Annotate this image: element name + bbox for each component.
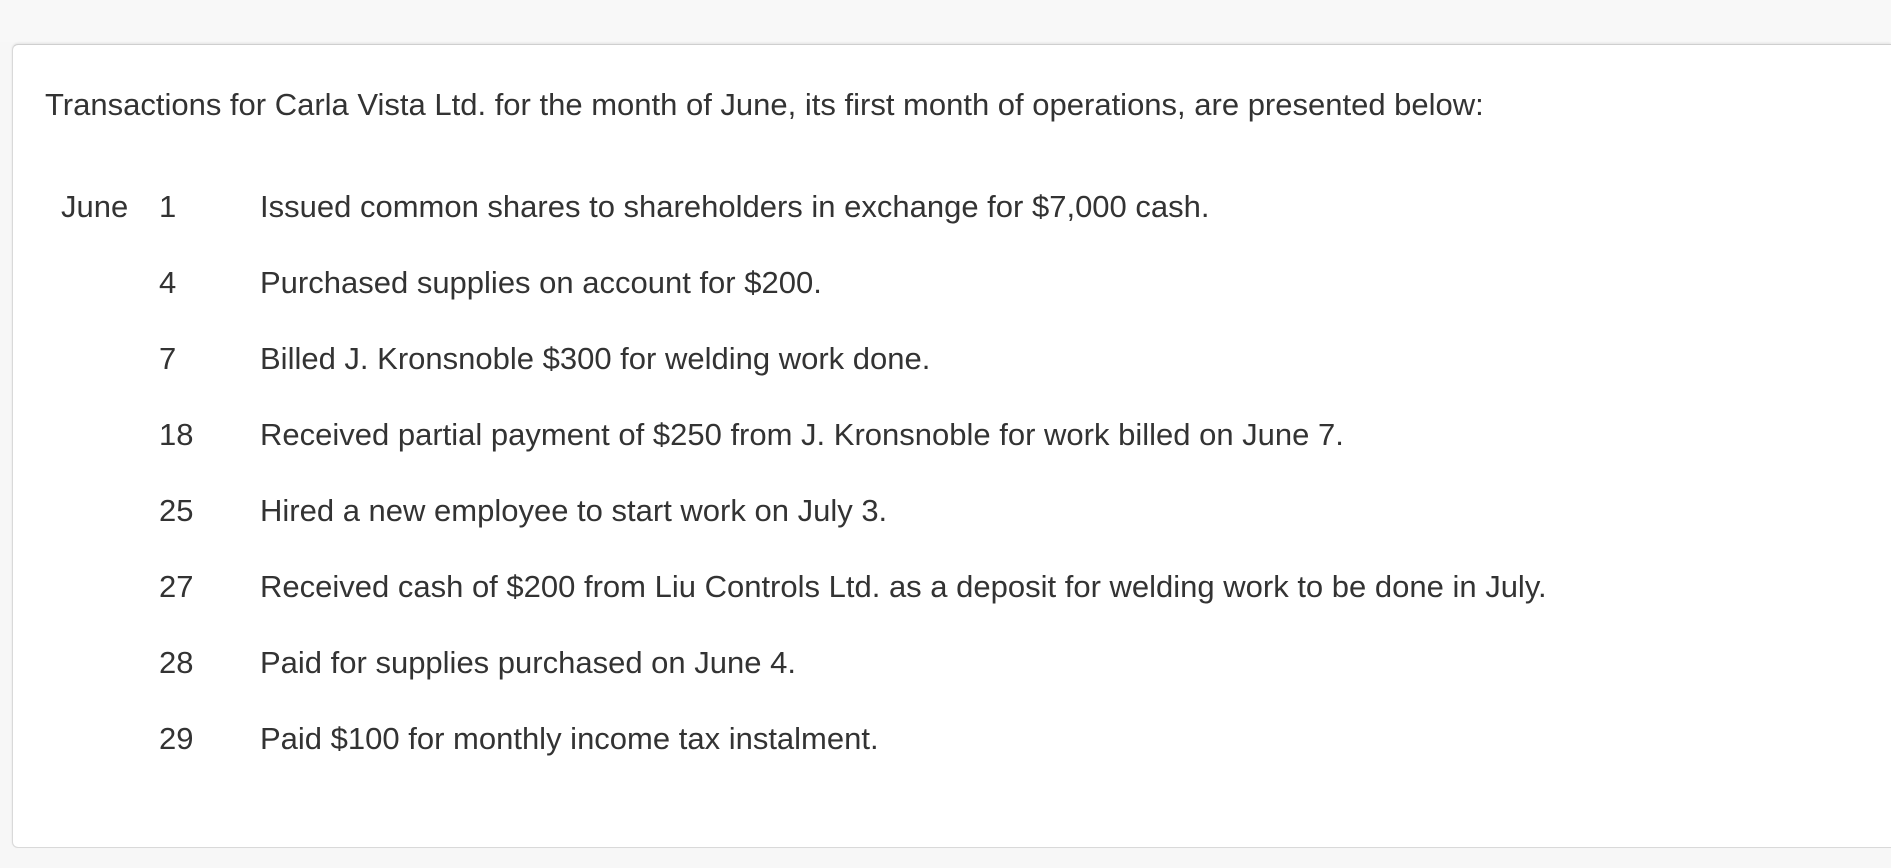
transaction-row [13, 641, 1613, 717]
transaction-row [13, 717, 1613, 793]
transaction-description: Paid $100 for monthly income tax instalment. [260, 721, 879, 756]
transaction-description: Received partial payment of $250 from J. Kronsnoble for work billed on June 7. [260, 417, 1344, 452]
transaction-row [13, 185, 1613, 261]
transaction-day: 1 [159, 189, 177, 224]
transaction-row [13, 413, 1613, 489]
transaction-month: June [61, 189, 129, 224]
transaction-description: Hired a new employee to start work on July 3. [260, 493, 888, 528]
question-intro: Transactions for Carla Vista Ltd. for the month of June, its first month of operations, are presented below: [45, 87, 1484, 122]
transaction-description: Purchased supplies on account for $200. [260, 265, 822, 300]
question-panel [12, 44, 1891, 848]
transaction-description: Billed J. Kronsnoble $300 for welding work done. [260, 341, 931, 376]
transaction-row [13, 261, 1613, 337]
transaction-day: 29 [159, 721, 194, 756]
top-bar [0, 0, 1891, 42]
transaction-day: 28 [159, 645, 194, 680]
transactions-table [13, 185, 1613, 793]
transaction-day: 25 [159, 493, 194, 528]
transaction-row [13, 565, 1613, 641]
transaction-description: Issued common shares to shareholders in exchange for $7,000 cash. [260, 189, 1210, 224]
transaction-day: 18 [159, 417, 194, 452]
transaction-row [13, 337, 1613, 413]
transaction-description: Paid for supplies purchased on June 4. [260, 645, 796, 680]
transaction-description: Received cash of $200 from Liu Controls Ltd. as a deposit for welding work to be done in July. [260, 569, 1547, 604]
transaction-row [13, 489, 1613, 565]
transaction-day: 4 [159, 265, 177, 300]
transaction-day: 7 [159, 341, 177, 376]
transaction-day: 27 [159, 569, 194, 604]
